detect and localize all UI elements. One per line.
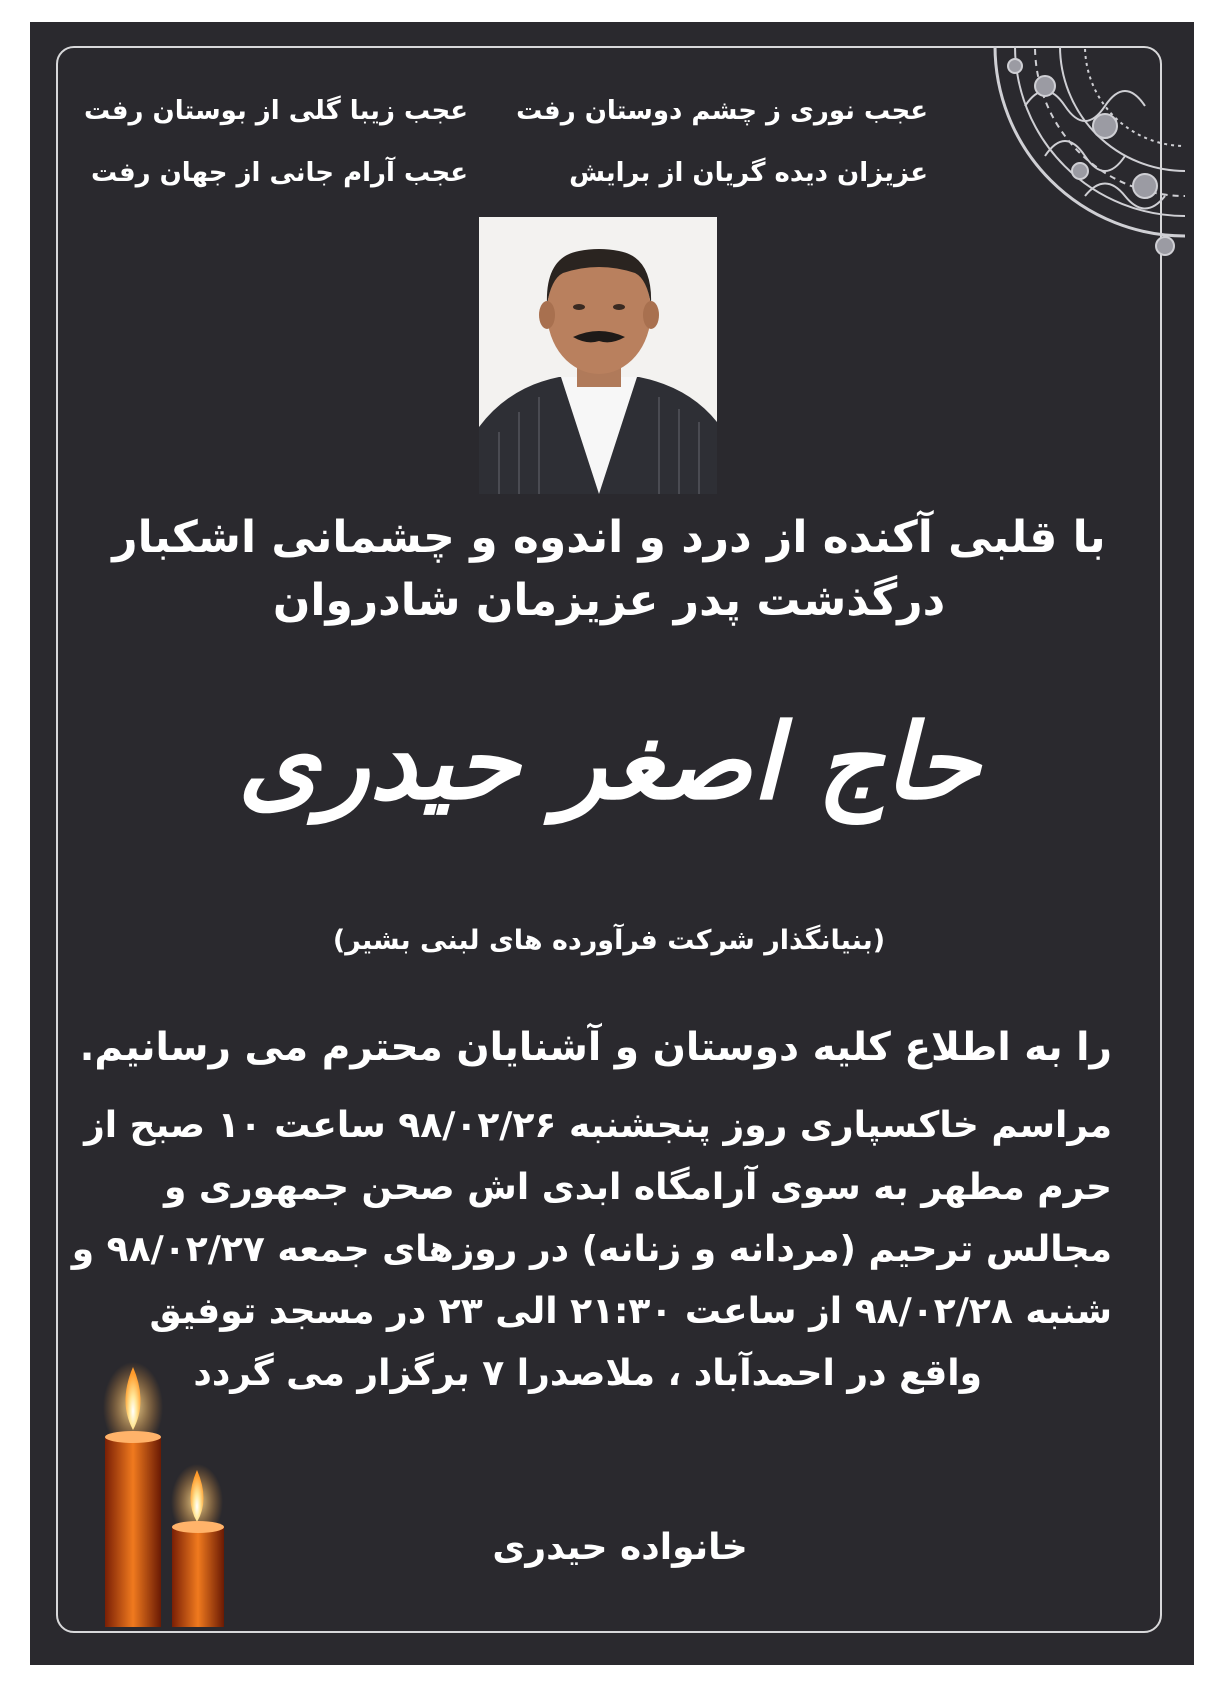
poem-line: عجب نوری ز چشم دوستان رفت xyxy=(516,96,928,126)
deceased-name: حاج اصغر حیدری xyxy=(237,700,981,823)
poem-line: عزیزان دیده گریان از برایش xyxy=(569,158,928,188)
poem-right-column xyxy=(516,80,928,204)
body-line: شنبه ۹۸/۰۲/۲۸ از ساعت ۲۱:۳۰ الی ۲۳ در مسجد توفیق xyxy=(149,1291,1112,1332)
body-line: را به اطلاع کلیه دوستان و آشنایان محترم می رسانیم. xyxy=(79,1025,1112,1070)
poem-line: عجب زیبا گلی از بوستان رفت xyxy=(83,96,468,126)
body-line: مجالس ترحیم (مردانه و زنانه) در روزهای جمعه ۹۸/۰۲/۲۷ و xyxy=(71,1229,1112,1270)
portrait-photo xyxy=(479,217,717,494)
headline-line-1: با قلبی آکنده از درد و اندوه و چشمانی اشکبار xyxy=(112,512,1106,563)
family-signature: خانواده حیدری xyxy=(492,1527,748,1568)
deceased-title: (بنیانگذار شرکت فرآورده های لبنی بشیر) xyxy=(332,925,886,956)
headline-line-2: درگذشت پدر عزیزمان شادروان xyxy=(272,575,946,626)
candles-icon xyxy=(100,1352,250,1627)
body-line: واقع در احمدآباد ، ملاصدرا ۷ برگزار می گردد xyxy=(193,1353,982,1394)
ornament-icon xyxy=(985,46,1185,271)
body-line: مراسم خاکسپاری روز پنجشنبه ۹۸/۰۲/۲۶ ساعت ۱۰ صبح از xyxy=(84,1105,1112,1146)
body-line: حرم مطهر به سوی آرامگاه ابدی اش صحن جمهوری و xyxy=(163,1167,1112,1208)
poem-left-column xyxy=(84,80,468,204)
portrait-icon xyxy=(479,217,717,494)
poem-line: عجب آرام جانی از جهان رفت xyxy=(91,158,468,188)
